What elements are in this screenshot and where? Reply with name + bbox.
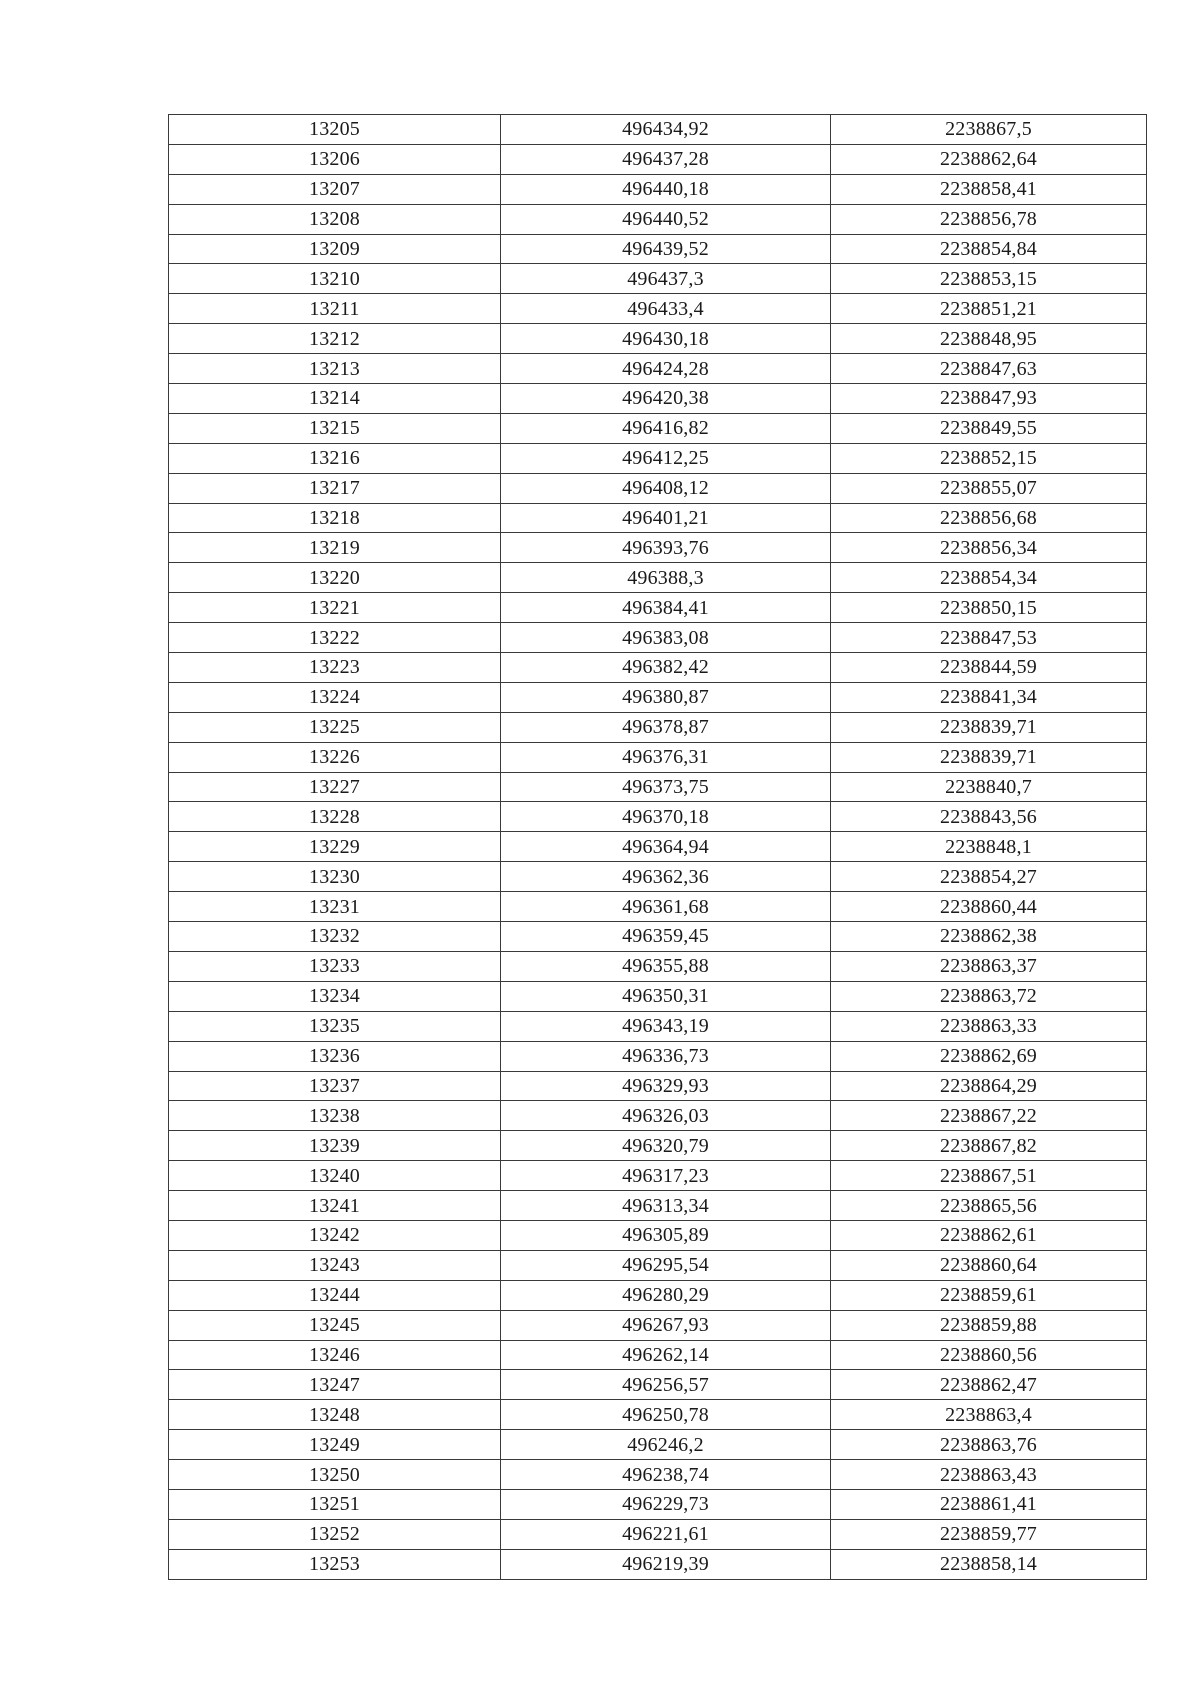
x-coordinate-cell: 496388,3: [501, 563, 831, 593]
point-number-cell: 13249: [169, 1430, 501, 1460]
table-row: [169, 174, 1147, 204]
y-coordinate-cell: 2238865,56: [831, 1191, 1147, 1221]
x-coordinate-cell: 496364,94: [501, 832, 831, 862]
y-coordinate-cell: 2238864,29: [831, 1071, 1147, 1101]
x-coordinate-cell: 496393,76: [501, 533, 831, 563]
y-coordinate-cell: 2238858,41: [831, 174, 1147, 204]
table-row: [169, 922, 1147, 952]
y-coordinate-cell: 2238860,64: [831, 1250, 1147, 1280]
point-number-cell: 13238: [169, 1101, 501, 1131]
x-coordinate-cell: 496437,3: [501, 264, 831, 294]
y-coordinate-cell: 2238855,07: [831, 473, 1147, 503]
y-coordinate-cell: 2238863,72: [831, 981, 1147, 1011]
y-coordinate-cell: 2238841,34: [831, 682, 1147, 712]
y-coordinate-cell: 2238858,14: [831, 1549, 1147, 1579]
x-coordinate-cell: 496420,38: [501, 384, 831, 414]
point-number-cell: 13218: [169, 503, 501, 533]
x-coordinate-cell: 496378,87: [501, 712, 831, 742]
x-coordinate-cell: 496382,42: [501, 653, 831, 683]
x-coordinate-cell: 496424,28: [501, 354, 831, 384]
x-coordinate-cell: 496440,52: [501, 204, 831, 234]
table-row: [169, 742, 1147, 772]
table-row: [169, 1131, 1147, 1161]
x-coordinate-cell: 496383,08: [501, 623, 831, 653]
x-coordinate-cell: 496416,82: [501, 413, 831, 443]
point-number-cell: 13208: [169, 204, 501, 234]
x-coordinate-cell: 496229,73: [501, 1489, 831, 1519]
x-coordinate-cell: 496350,31: [501, 981, 831, 1011]
table-row: [169, 473, 1147, 503]
x-coordinate-cell: 496384,41: [501, 593, 831, 623]
y-coordinate-cell: 2238862,38: [831, 922, 1147, 952]
table-row: [169, 1071, 1147, 1101]
table-row: [169, 623, 1147, 653]
y-coordinate-cell: 2238843,56: [831, 802, 1147, 832]
y-coordinate-cell: 2238856,34: [831, 533, 1147, 563]
y-coordinate-cell: 2238852,15: [831, 443, 1147, 473]
x-coordinate-cell: 496219,39: [501, 1549, 831, 1579]
table-row: [169, 354, 1147, 384]
x-coordinate-cell: 496437,28: [501, 144, 831, 174]
point-number-cell: 13233: [169, 951, 501, 981]
y-coordinate-cell: 2238862,69: [831, 1041, 1147, 1071]
y-coordinate-cell: 2238863,37: [831, 951, 1147, 981]
table-row: [169, 802, 1147, 832]
table-row: [169, 1370, 1147, 1400]
table-row: [169, 593, 1147, 623]
point-number-cell: 13224: [169, 682, 501, 712]
point-number-cell: 13222: [169, 623, 501, 653]
point-number-cell: 13252: [169, 1519, 501, 1549]
y-coordinate-cell: 2238844,59: [831, 653, 1147, 683]
point-number-cell: 13243: [169, 1250, 501, 1280]
table-row: [169, 1489, 1147, 1519]
x-coordinate-cell: 496362,36: [501, 862, 831, 892]
y-coordinate-cell: 2238863,4: [831, 1400, 1147, 1430]
point-number-cell: 13212: [169, 324, 501, 354]
point-number-cell: 13247: [169, 1370, 501, 1400]
point-number-cell: 13217: [169, 473, 501, 503]
x-coordinate-cell: 496256,57: [501, 1370, 831, 1400]
point-number-cell: 13229: [169, 832, 501, 862]
y-coordinate-cell: 2238863,43: [831, 1460, 1147, 1490]
y-coordinate-cell: 2238839,71: [831, 742, 1147, 772]
point-number-cell: 13236: [169, 1041, 501, 1071]
table-row: [169, 503, 1147, 533]
x-coordinate-cell: 496361,68: [501, 892, 831, 922]
y-coordinate-cell: 2238856,78: [831, 204, 1147, 234]
y-coordinate-cell: 2238859,88: [831, 1310, 1147, 1340]
x-coordinate-cell: 496246,2: [501, 1430, 831, 1460]
table-row: [169, 324, 1147, 354]
y-coordinate-cell: 2238863,33: [831, 1011, 1147, 1041]
table-row: [169, 981, 1147, 1011]
x-coordinate-cell: 496343,19: [501, 1011, 831, 1041]
table-row: [169, 712, 1147, 742]
x-coordinate-cell: 496326,03: [501, 1101, 831, 1131]
point-number-cell: 13209: [169, 234, 501, 264]
x-coordinate-cell: 496305,89: [501, 1220, 831, 1250]
y-coordinate-cell: 2238860,44: [831, 892, 1147, 922]
y-coordinate-cell: 2238849,55: [831, 413, 1147, 443]
table-row: [169, 1161, 1147, 1191]
table-row: [169, 862, 1147, 892]
x-coordinate-cell: 496250,78: [501, 1400, 831, 1430]
table-row: [169, 682, 1147, 712]
point-number-cell: 13242: [169, 1220, 501, 1250]
point-number-cell: 13250: [169, 1460, 501, 1490]
table-row: [169, 533, 1147, 563]
x-coordinate-cell: 496267,93: [501, 1310, 831, 1340]
point-number-cell: 13211: [169, 294, 501, 324]
y-coordinate-cell: 2238847,93: [831, 384, 1147, 414]
table-row: [169, 951, 1147, 981]
x-coordinate-cell: 496434,92: [501, 115, 831, 145]
point-number-cell: 13205: [169, 115, 501, 145]
table-row: [169, 384, 1147, 414]
x-coordinate-cell: 496221,61: [501, 1519, 831, 1549]
y-coordinate-cell: 2238862,61: [831, 1220, 1147, 1250]
table-row: [169, 1430, 1147, 1460]
table-row: [169, 413, 1147, 443]
point-number-cell: 13232: [169, 922, 501, 952]
x-coordinate-cell: 496408,12: [501, 473, 831, 503]
point-number-cell: 13231: [169, 892, 501, 922]
point-number-cell: 13213: [169, 354, 501, 384]
y-coordinate-cell: 2238859,61: [831, 1280, 1147, 1310]
coordinates-table-body: [169, 115, 1147, 1580]
table-row: [169, 1280, 1147, 1310]
x-coordinate-cell: 496317,23: [501, 1161, 831, 1191]
point-number-cell: 13215: [169, 413, 501, 443]
x-coordinate-cell: 496238,74: [501, 1460, 831, 1490]
point-number-cell: 13246: [169, 1340, 501, 1370]
point-number-cell: 13251: [169, 1489, 501, 1519]
y-coordinate-cell: 2238867,22: [831, 1101, 1147, 1131]
table-row: [169, 1220, 1147, 1250]
table-row: [169, 115, 1147, 145]
table-row: [169, 653, 1147, 683]
x-coordinate-cell: 496355,88: [501, 951, 831, 981]
y-coordinate-cell: 2238859,77: [831, 1519, 1147, 1549]
point-number-cell: 13206: [169, 144, 501, 174]
x-coordinate-cell: 496320,79: [501, 1131, 831, 1161]
x-coordinate-cell: 496440,18: [501, 174, 831, 204]
point-number-cell: 13234: [169, 981, 501, 1011]
point-number-cell: 13245: [169, 1310, 501, 1340]
table-row: [169, 294, 1147, 324]
table-row: [169, 1460, 1147, 1490]
point-number-cell: 13216: [169, 443, 501, 473]
point-number-cell: 13253: [169, 1549, 501, 1579]
table-row: [169, 1400, 1147, 1430]
point-number-cell: 13226: [169, 742, 501, 772]
x-coordinate-cell: 496295,54: [501, 1250, 831, 1280]
table-row: [169, 832, 1147, 862]
y-coordinate-cell: 2238840,7: [831, 772, 1147, 802]
x-coordinate-cell: 496376,31: [501, 742, 831, 772]
point-number-cell: 13241: [169, 1191, 501, 1221]
y-coordinate-cell: 2238856,68: [831, 503, 1147, 533]
x-coordinate-cell: 496430,18: [501, 324, 831, 354]
x-coordinate-cell: 496401,21: [501, 503, 831, 533]
y-coordinate-cell: 2238853,15: [831, 264, 1147, 294]
x-coordinate-cell: 496313,34: [501, 1191, 831, 1221]
point-number-cell: 13239: [169, 1131, 501, 1161]
x-coordinate-cell: 496370,18: [501, 802, 831, 832]
y-coordinate-cell: 2238854,84: [831, 234, 1147, 264]
table-row: [169, 1011, 1147, 1041]
x-coordinate-cell: 496439,52: [501, 234, 831, 264]
y-coordinate-cell: 2238839,71: [831, 712, 1147, 742]
x-coordinate-cell: 496433,4: [501, 294, 831, 324]
y-coordinate-cell: 2238860,56: [831, 1340, 1147, 1370]
y-coordinate-cell: 2238867,5: [831, 115, 1147, 145]
x-coordinate-cell: 496412,25: [501, 443, 831, 473]
point-number-cell: 13214: [169, 384, 501, 414]
point-number-cell: 13244: [169, 1280, 501, 1310]
table-row: [169, 204, 1147, 234]
y-coordinate-cell: 2238862,64: [831, 144, 1147, 174]
y-coordinate-cell: 2238850,15: [831, 593, 1147, 623]
point-number-cell: 13237: [169, 1071, 501, 1101]
table-row: [169, 1250, 1147, 1280]
y-coordinate-cell: 2238867,51: [831, 1161, 1147, 1191]
point-number-cell: 13207: [169, 174, 501, 204]
y-coordinate-cell: 2238851,21: [831, 294, 1147, 324]
point-number-cell: 13228: [169, 802, 501, 832]
x-coordinate-cell: 496262,14: [501, 1340, 831, 1370]
x-coordinate-cell: 496329,93: [501, 1071, 831, 1101]
point-number-cell: 13227: [169, 772, 501, 802]
x-coordinate-cell: 496373,75: [501, 772, 831, 802]
table-row: [169, 443, 1147, 473]
y-coordinate-cell: 2238848,95: [831, 324, 1147, 354]
y-coordinate-cell: 2238861,41: [831, 1489, 1147, 1519]
x-coordinate-cell: 496280,29: [501, 1280, 831, 1310]
point-number-cell: 13225: [169, 712, 501, 742]
table-row: [169, 1549, 1147, 1579]
y-coordinate-cell: 2238847,63: [831, 354, 1147, 384]
y-coordinate-cell: 2238847,53: [831, 623, 1147, 653]
x-coordinate-cell: 496359,45: [501, 922, 831, 952]
table-row: [169, 892, 1147, 922]
point-number-cell: 13230: [169, 862, 501, 892]
point-number-cell: 13219: [169, 533, 501, 563]
table-row: [169, 1340, 1147, 1370]
table-row: [169, 772, 1147, 802]
table-row: [169, 1101, 1147, 1131]
table-row: [169, 1310, 1147, 1340]
point-number-cell: 13223: [169, 653, 501, 683]
point-number-cell: 13248: [169, 1400, 501, 1430]
point-number-cell: 13221: [169, 593, 501, 623]
y-coordinate-cell: 2238854,27: [831, 862, 1147, 892]
table-row: [169, 234, 1147, 264]
table-row: [169, 1041, 1147, 1071]
table-row: [169, 1519, 1147, 1549]
y-coordinate-cell: 2238854,34: [831, 563, 1147, 593]
y-coordinate-cell: 2238863,76: [831, 1430, 1147, 1460]
x-coordinate-cell: 496336,73: [501, 1041, 831, 1071]
point-number-cell: 13220: [169, 563, 501, 593]
y-coordinate-cell: 2238867,82: [831, 1131, 1147, 1161]
point-number-cell: 13235: [169, 1011, 501, 1041]
table-row: [169, 144, 1147, 174]
point-number-cell: 13240: [169, 1161, 501, 1191]
x-coordinate-cell: 496380,87: [501, 682, 831, 712]
y-coordinate-cell: 2238848,1: [831, 832, 1147, 862]
table-row: [169, 1191, 1147, 1221]
y-coordinate-cell: 2238862,47: [831, 1370, 1147, 1400]
table-row: [169, 264, 1147, 294]
point-number-cell: 13210: [169, 264, 501, 294]
coordinates-table: [168, 114, 1147, 1580]
table-row: [169, 563, 1147, 593]
